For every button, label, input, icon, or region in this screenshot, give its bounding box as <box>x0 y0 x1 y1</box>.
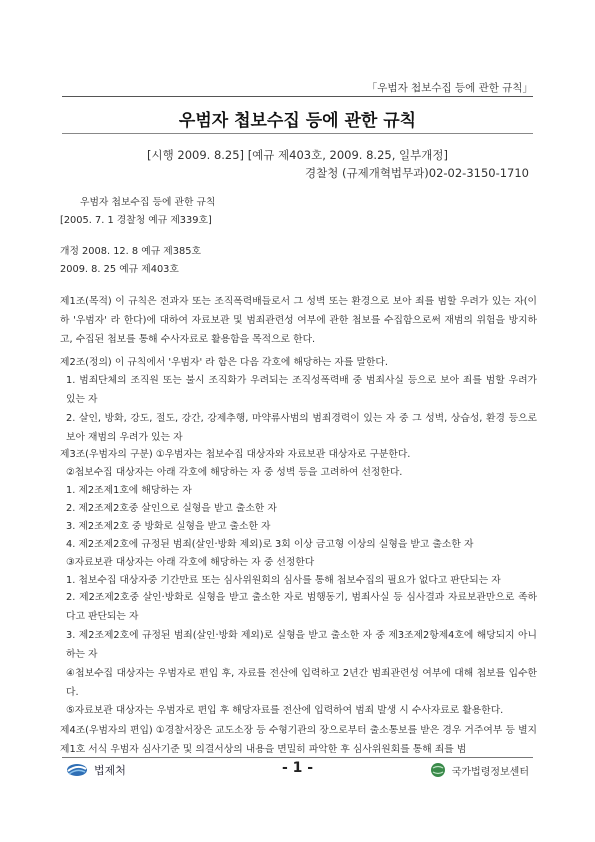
page-number: - 1 - <box>281 760 314 776</box>
department-contact: 경찰청 (규제개혁법무과)02-02-3150-1710 <box>305 166 529 180</box>
article-3-3-item-2: 2. 제2조제2호중 살인·방화로 실형을 받고 출소한 자로 범행동기, 범죄사실 등 심사결과 자료보관만으로 족하다고 판단되는 자 <box>66 592 537 622</box>
article-3-paragraph-2: ②첩보수집 대상자는 아래 각호에 해당하는 자 중 성벽 등을 고려하여 선정한다. <box>66 467 403 478</box>
footer-left-label: 법제처 <box>94 764 126 777</box>
document-header-tag: 「우범자 첩보수집 등에 관한 규칙」 <box>366 82 533 94</box>
article-3-2-item-2: 2. 제2조제2호중 살인으로 실형을 받고 출소한 자 <box>66 503 277 514</box>
title-divider <box>62 133 533 134</box>
enforcement-info: [시행 2009. 8.25] [예규 제403호, 2009. 8.25, 일부개정] <box>147 148 448 162</box>
article-3-3-item-3: 3. 제2조제2호에 규정된 범죄(살인·방화 제외)로 실형을 받고 출소한 자 중 제3조제2항제4호에 해당되지 아니하는 자 <box>66 630 537 660</box>
article-2: 제2조(정의) 이 규칙에서 '우범자' 라 함은 다음 각호에 해당하는 자를 말한다. <box>60 357 388 368</box>
article-3-3-item-1: 1. 첩보수집 대상자중 기간만료 또는 심사위원회의 심사를 통해 첩보수집의 필요가 없다고 판단되는 자 <box>66 575 501 586</box>
article-3-paragraph-4: ④첩보수집 대상자는 우범자로 편입 후, 자료를 전산에 입력하고 2년간 범죄관련성 여부에 대해 첩보를 입수한다. <box>66 668 537 698</box>
article-3-2-item-3: 3. 제2조제2호 중 방화로 실형을 받고 출소한 자 <box>66 521 271 532</box>
article-2-item-1: 1. 범죄단체의 조직원 또는 불시 조직화가 우려되는 조직성폭력배 중 범죄사실 등으로 보아 죄를 범할 우려가 있는 자 <box>66 375 537 405</box>
footer-divider <box>62 757 533 758</box>
article-3-paragraph-3: ③자료보관 대상자는 아래 각호에 해당하는 자 중 선정한다 <box>66 557 315 568</box>
revision-2: 2009. 8. 25 예규 제403호 <box>60 264 179 275</box>
article-3: 제3조(우범자의 구분) ①우범자는 첩보수집 대상자와 자료보관 대상자로 구분한다. <box>60 449 411 460</box>
globe-logo-icon <box>430 762 446 778</box>
article-2-item-2: 2. 살인, 방화, 강도, 절도, 강간, 강제추행, 마약류사범의 범죄경력이 있는 자 중 그 성벽, 상습성, 환경 등으로 보아 재범의 우려가 있는 자 <box>66 413 537 443</box>
revision-1: 개정 2008. 12. 8 예규 제385호 <box>60 246 201 257</box>
header-divider <box>62 96 533 97</box>
article-3-paragraph-5: ⑤자료보관 대상자는 우범자로 편입 후 해당자료를 전산에 입력하여 범죄 발생 시 수사자료로 활용한다. <box>66 705 504 716</box>
footer-right-label: 국가법령정보센터 <box>451 766 529 778</box>
article-3-2-item-1: 1. 제2조제1호에 해당하는 자 <box>66 485 192 496</box>
document-title: 우범자 첩보수집 등에 관한 규칙 <box>178 111 417 131</box>
footer-right <box>430 762 529 778</box>
article-4: 제4조(우범자의 편입) ①경찰서장은 교도소장 등 수형기관의 장으로부터 출소통보를 받은 경우 거주여부 등 별지 제1호 서식 우범자 심사기준 및 의결서상의 내용을 면밀히 파악한 후 심사위원회를 통해 죄를 범 <box>60 725 537 755</box>
enactment-info: [2005. 7. 1 경찰청 예규 제339호] <box>60 215 212 226</box>
rule-name: 우범자 첩보수집 등에 관한 규칙 <box>80 197 216 208</box>
article-1: 제1조(목적) 이 규칙은 전과자 또는 조직폭력배들로서 그 성벽 또는 환경으로 보아 죄를 범할 우려가 있는 자(이하 '우범자' 라 한다)에 대하여 자료보관 및 범죄관련성 여부에 관한 첩보를 수집함으로써 재범의 위험을 방지하고, 수집된 첩보를 통해 수사자료로 활용함을 목적으로 한다. <box>60 296 537 345</box>
article-3-2-item-4: 4. 제2조제2호에 규정된 범죄(살인·방화 제외)로 3회 이상 금고형 이상의 실형을 받고 출소한 자 <box>66 539 474 550</box>
